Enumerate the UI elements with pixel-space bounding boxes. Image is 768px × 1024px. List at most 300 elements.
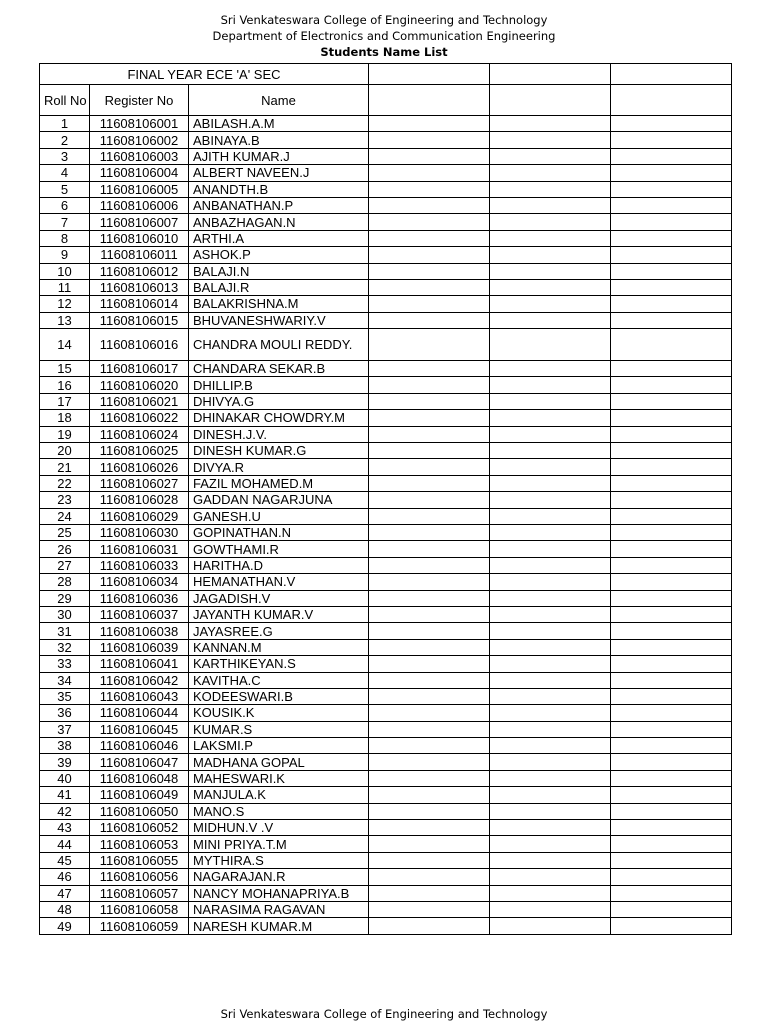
blank-cell <box>611 623 732 639</box>
register-no-cell: 11608106010 <box>90 230 189 246</box>
roll-no-cell: 24 <box>40 508 90 524</box>
blank-cell <box>490 606 611 622</box>
blank-cell <box>369 492 490 508</box>
name-cell: MAHESWARI.K <box>189 770 369 786</box>
roll-no-cell: 47 <box>40 885 90 901</box>
blank-cell <box>369 64 490 85</box>
blank-cell <box>490 672 611 688</box>
table-row <box>40 459 732 475</box>
blank-cell <box>611 803 732 819</box>
name-cell: DHILLIP.B <box>189 377 369 393</box>
blank-cell <box>369 754 490 770</box>
blank-cell <box>369 230 490 246</box>
table-row <box>40 770 732 786</box>
blank-cell <box>369 541 490 557</box>
roll-no-cell: 48 <box>40 901 90 917</box>
name-cell: ANBANATHAN.P <box>189 197 369 213</box>
roll-no-cell: 32 <box>40 639 90 655</box>
blank-cell <box>611 541 732 557</box>
name-cell: ANBAZHAGAN.N <box>189 214 369 230</box>
roll-no-cell: 16 <box>40 377 90 393</box>
blank-cell <box>611 492 732 508</box>
blank-cell <box>369 656 490 672</box>
blank-cell <box>490 279 611 295</box>
section-row <box>40 64 732 85</box>
blank-cell <box>369 116 490 132</box>
name-cell: BALAKRISHNA.M <box>189 296 369 312</box>
register-no-cell: 11608106030 <box>90 524 189 540</box>
register-no-cell: 11608106011 <box>90 247 189 263</box>
name-cell: DIVYA.R <box>189 459 369 475</box>
register-no-cell: 11608106049 <box>90 787 189 803</box>
blank-cell <box>611 165 732 181</box>
table-row <box>40 918 732 934</box>
blank-cell <box>369 885 490 901</box>
blank-cell <box>611 574 732 590</box>
blank-cell <box>369 312 490 328</box>
register-no-cell: 11608106006 <box>90 197 189 213</box>
register-no-cell: 11608106013 <box>90 279 189 295</box>
table-row <box>40 443 732 459</box>
blank-cell <box>369 672 490 688</box>
blank-cell <box>611 557 732 573</box>
register-no-cell: 11608106043 <box>90 688 189 704</box>
blank-cell <box>490 541 611 557</box>
blank-cell <box>611 639 732 655</box>
table-row <box>40 820 732 836</box>
roll-no-cell: 15 <box>40 361 90 377</box>
name-cell: DINESH KUMAR.G <box>189 443 369 459</box>
register-no-cell: 11608106014 <box>90 296 189 312</box>
blank-cell <box>369 426 490 442</box>
register-no-cell: 11608106056 <box>90 869 189 885</box>
table-row <box>40 754 732 770</box>
table-row <box>40 688 732 704</box>
table-row <box>40 263 732 279</box>
table-row <box>40 247 732 263</box>
blank-cell <box>490 197 611 213</box>
blank-cell <box>490 247 611 263</box>
blank-cell <box>490 64 611 85</box>
register-no-cell: 11608106028 <box>90 492 189 508</box>
roll-no-cell: 27 <box>40 557 90 573</box>
blank-cell <box>611 721 732 737</box>
table-row <box>40 590 732 606</box>
table-row <box>40 885 732 901</box>
name-cell: GOWTHAMI.R <box>189 541 369 557</box>
blank-cell <box>611 312 732 328</box>
roll-no-cell: 13 <box>40 312 90 328</box>
roll-no-cell: 21 <box>40 459 90 475</box>
register-no-cell: 11608106026 <box>90 459 189 475</box>
blank-cell <box>490 148 611 164</box>
blank-cell <box>490 656 611 672</box>
blank-cell <box>369 557 490 573</box>
roll-no-cell: 12 <box>40 296 90 312</box>
blank-cell <box>369 836 490 852</box>
blank-cell <box>369 787 490 803</box>
roll-no-cell: 26 <box>40 541 90 557</box>
name-cell: NAGARAJAN.R <box>189 869 369 885</box>
name-cell: GOPINATHAN.N <box>189 524 369 540</box>
name-cell: ABILASH.A.M <box>189 116 369 132</box>
blank-cell <box>611 656 732 672</box>
name-cell: BALAJI.N <box>189 263 369 279</box>
blank-cell <box>369 361 490 377</box>
register-no-cell: 11608106015 <box>90 312 189 328</box>
blank-cell <box>490 885 611 901</box>
blank-cell <box>611 852 732 868</box>
roll-no-cell: 19 <box>40 426 90 442</box>
blank-cell <box>490 181 611 197</box>
name-cell: CHANDARA SEKAR.B <box>189 361 369 377</box>
blank-cell <box>611 247 732 263</box>
table-row <box>40 574 732 590</box>
name-cell: GANESH.U <box>189 508 369 524</box>
roll-no-cell: 20 <box>40 443 90 459</box>
roll-no-cell: 28 <box>40 574 90 590</box>
register-no-cell: 11608106002 <box>90 132 189 148</box>
blank-cell <box>490 590 611 606</box>
table-row <box>40 869 732 885</box>
table-row <box>40 557 732 573</box>
roll-no-cell: 35 <box>40 688 90 704</box>
name-cell: DHINAKAR CHOWDRY.M <box>189 410 369 426</box>
table-row <box>40 541 732 557</box>
blank-cell <box>369 263 490 279</box>
table-row <box>40 230 732 246</box>
name-cell: KOUSIK.K <box>189 705 369 721</box>
name-cell: MYTHIRA.S <box>189 852 369 868</box>
name-cell: HARITHA.D <box>189 557 369 573</box>
register-no-cell: 11608106048 <box>90 770 189 786</box>
blank-cell <box>369 329 490 361</box>
roll-no-cell: 31 <box>40 623 90 639</box>
name-cell: NARASIMA RAGAVAN <box>189 901 369 917</box>
roll-no-cell: 30 <box>40 606 90 622</box>
blank-cell <box>369 721 490 737</box>
name-cell: BALAJI.R <box>189 279 369 295</box>
table-row <box>40 508 732 524</box>
register-no-cell: 11608106029 <box>90 508 189 524</box>
table-row <box>40 214 732 230</box>
blank-cell <box>369 247 490 263</box>
register-no-cell: 11608106020 <box>90 377 189 393</box>
register-no-cell: 11608106058 <box>90 901 189 917</box>
table-row <box>40 492 732 508</box>
roll-no-cell: 18 <box>40 410 90 426</box>
name-cell: ABINAYA.B <box>189 132 369 148</box>
blank-cell <box>369 623 490 639</box>
table-row <box>40 426 732 442</box>
roll-no-cell: 38 <box>40 738 90 754</box>
table-row <box>40 738 732 754</box>
blank-cell <box>490 721 611 737</box>
blank-cell <box>611 475 732 491</box>
table-row <box>40 393 732 409</box>
blank-cell <box>490 705 611 721</box>
table-row <box>40 524 732 540</box>
table-row <box>40 656 732 672</box>
blank-cell <box>611 443 732 459</box>
name-cell: ARTHI.A <box>189 230 369 246</box>
blank-cell <box>490 230 611 246</box>
roll-no-cell: 10 <box>40 263 90 279</box>
name-cell: FAZIL MOHAMED.M <box>189 475 369 491</box>
roll-no-cell: 11 <box>40 279 90 295</box>
roll-no-cell: 34 <box>40 672 90 688</box>
blank-cell <box>369 85 490 116</box>
students-table <box>39 63 732 935</box>
list-title: Students Name List <box>320 45 448 59</box>
table-row <box>40 639 732 655</box>
blank-cell <box>490 623 611 639</box>
blank-cell <box>490 901 611 917</box>
blank-cell <box>369 279 490 295</box>
register-no-cell: 11608106003 <box>90 148 189 164</box>
blank-cell <box>490 116 611 132</box>
register-no-cell: 11608106005 <box>90 181 189 197</box>
blank-cell <box>611 410 732 426</box>
blank-cell <box>490 639 611 655</box>
blank-cell <box>611 508 732 524</box>
register-no-cell: 11608106039 <box>90 639 189 655</box>
blank-cell <box>490 475 611 491</box>
blank-cell <box>611 918 732 934</box>
register-no-cell: 11608106037 <box>90 606 189 622</box>
blank-cell <box>490 492 611 508</box>
name-cell: KANNAN.M <box>189 639 369 655</box>
blank-cell <box>611 524 732 540</box>
blank-cell <box>369 524 490 540</box>
register-no-cell: 11608106027 <box>90 475 189 491</box>
name-cell: JAYANTH KUMAR.V <box>189 606 369 622</box>
name-cell: NANCY MOHANAPRIYA.B <box>189 885 369 901</box>
name-cell: KUMAR.S <box>189 721 369 737</box>
blank-cell <box>490 557 611 573</box>
col-header-roll-no: Roll No <box>40 85 90 116</box>
blank-cell <box>611 836 732 852</box>
register-no-cell: 11608106033 <box>90 557 189 573</box>
blank-cell <box>369 181 490 197</box>
table-row <box>40 312 732 328</box>
blank-cell <box>611 377 732 393</box>
roll-no-cell: 33 <box>40 656 90 672</box>
blank-cell <box>369 770 490 786</box>
roll-no-cell: 4 <box>40 165 90 181</box>
register-no-cell: 11608106044 <box>90 705 189 721</box>
blank-cell <box>369 148 490 164</box>
name-cell: HEMANATHAN.V <box>189 574 369 590</box>
blank-cell <box>611 738 732 754</box>
blank-cell <box>490 459 611 475</box>
blank-cell <box>369 508 490 524</box>
name-cell: JAYASREE.G <box>189 623 369 639</box>
register-no-cell: 11608106017 <box>90 361 189 377</box>
blank-cell <box>611 263 732 279</box>
blank-cell <box>369 852 490 868</box>
table-row <box>40 787 732 803</box>
table-row <box>40 132 732 148</box>
name-cell: LAKSMI.P <box>189 738 369 754</box>
blank-cell <box>490 869 611 885</box>
table-row <box>40 475 732 491</box>
roll-no-cell: 37 <box>40 721 90 737</box>
table-row <box>40 836 732 852</box>
blank-cell <box>611 426 732 442</box>
column-header-row <box>40 85 732 116</box>
blank-cell <box>369 132 490 148</box>
blank-cell <box>611 393 732 409</box>
blank-cell <box>490 803 611 819</box>
table-row <box>40 197 732 213</box>
roll-no-cell: 45 <box>40 852 90 868</box>
blank-cell <box>369 590 490 606</box>
blank-cell <box>611 279 732 295</box>
name-cell: BHUVANESHWARIY.V <box>189 312 369 328</box>
blank-cell <box>490 426 611 442</box>
register-no-cell: 11608106042 <box>90 672 189 688</box>
blank-cell <box>490 770 611 786</box>
blank-cell <box>490 820 611 836</box>
roll-no-cell: 41 <box>40 787 90 803</box>
blank-cell <box>490 263 611 279</box>
name-cell: MINI PRIYA.T.M <box>189 836 369 852</box>
blank-cell <box>490 85 611 116</box>
college-title: Sri Venkateswara College of Engineering and Technology <box>220 13 548 27</box>
roll-no-cell: 23 <box>40 492 90 508</box>
blank-cell <box>369 197 490 213</box>
blank-cell <box>490 296 611 312</box>
table-row <box>40 721 732 737</box>
blank-cell <box>490 508 611 524</box>
roll-no-cell: 2 <box>40 132 90 148</box>
blank-cell <box>369 393 490 409</box>
blank-cell <box>490 787 611 803</box>
register-no-cell: 11608106036 <box>90 590 189 606</box>
name-cell: DHIVYA.G <box>189 393 369 409</box>
blank-cell <box>369 705 490 721</box>
register-no-cell: 11608106022 <box>90 410 189 426</box>
blank-cell <box>369 688 490 704</box>
blank-cell <box>611 148 732 164</box>
blank-cell <box>369 214 490 230</box>
blank-cell <box>490 574 611 590</box>
blank-cell <box>490 410 611 426</box>
blank-cell <box>611 688 732 704</box>
name-cell: ASHOK.P <box>189 247 369 263</box>
col-header-register-no: Register No <box>90 85 189 116</box>
blank-cell <box>490 132 611 148</box>
blank-cell <box>611 85 732 116</box>
blank-cell <box>369 459 490 475</box>
blank-cell <box>490 312 611 328</box>
register-no-cell: 11608106034 <box>90 574 189 590</box>
name-cell: GADDAN NAGARJUNA <box>189 492 369 508</box>
register-no-cell: 11608106059 <box>90 918 189 934</box>
register-no-cell: 11608106007 <box>90 214 189 230</box>
blank-cell <box>369 803 490 819</box>
blank-cell <box>611 329 732 361</box>
register-no-cell: 11608106041 <box>90 656 189 672</box>
blank-cell <box>369 606 490 622</box>
blank-cell <box>490 361 611 377</box>
register-no-cell: 11608106001 <box>90 116 189 132</box>
blank-cell <box>490 524 611 540</box>
blank-cell <box>490 688 611 704</box>
roll-no-cell: 14 <box>40 329 90 361</box>
register-no-cell: 11608106024 <box>90 426 189 442</box>
table-row <box>40 606 732 622</box>
register-no-cell: 11608106038 <box>90 623 189 639</box>
table-row <box>40 901 732 917</box>
roll-no-cell: 29 <box>40 590 90 606</box>
blank-cell <box>490 165 611 181</box>
register-no-cell: 11608106031 <box>90 541 189 557</box>
blank-cell <box>369 738 490 754</box>
roll-no-cell: 49 <box>40 918 90 934</box>
name-cell: MADHANA GOPAL <box>189 754 369 770</box>
blank-cell <box>369 639 490 655</box>
col-header-name: Name <box>189 85 369 116</box>
roll-no-cell: 40 <box>40 770 90 786</box>
blank-cell <box>369 377 490 393</box>
name-cell: ANANDTH.B <box>189 181 369 197</box>
blank-cell <box>369 918 490 934</box>
roll-no-cell: 46 <box>40 869 90 885</box>
name-cell: ALBERT NAVEEN.J <box>189 165 369 181</box>
blank-cell <box>369 296 490 312</box>
department-title: Department of Electronics and Communication Engineering <box>212 29 556 43</box>
blank-cell <box>369 820 490 836</box>
roll-no-cell: 7 <box>40 214 90 230</box>
blank-cell <box>369 869 490 885</box>
table-row <box>40 296 732 312</box>
table-row <box>40 803 732 819</box>
name-cell: KODEESWARI.B <box>189 688 369 704</box>
roll-no-cell: 5 <box>40 181 90 197</box>
blank-cell <box>611 820 732 836</box>
blank-cell <box>611 230 732 246</box>
blank-cell <box>490 329 611 361</box>
blank-cell <box>490 754 611 770</box>
roll-no-cell: 36 <box>40 705 90 721</box>
name-cell: JAGADISH.V <box>189 590 369 606</box>
name-cell: KARTHIKEYAN.S <box>189 656 369 672</box>
blank-cell <box>611 459 732 475</box>
register-no-cell: 11608106021 <box>90 393 189 409</box>
blank-cell <box>611 705 732 721</box>
table-row <box>40 181 732 197</box>
roll-no-cell: 22 <box>40 475 90 491</box>
blank-cell <box>611 869 732 885</box>
table-row <box>40 852 732 868</box>
blank-cell <box>490 377 611 393</box>
roll-no-cell: 9 <box>40 247 90 263</box>
blank-cell <box>369 901 490 917</box>
register-no-cell: 11608106016 <box>90 329 189 361</box>
blank-cell <box>611 214 732 230</box>
register-no-cell: 11608106057 <box>90 885 189 901</box>
register-no-cell: 11608106053 <box>90 836 189 852</box>
name-cell: KAVITHA.C <box>189 672 369 688</box>
roll-no-cell: 43 <box>40 820 90 836</box>
table-row <box>40 623 732 639</box>
blank-cell <box>490 836 611 852</box>
register-no-cell: 11608106050 <box>90 803 189 819</box>
blank-cell <box>490 443 611 459</box>
blank-cell <box>611 787 732 803</box>
